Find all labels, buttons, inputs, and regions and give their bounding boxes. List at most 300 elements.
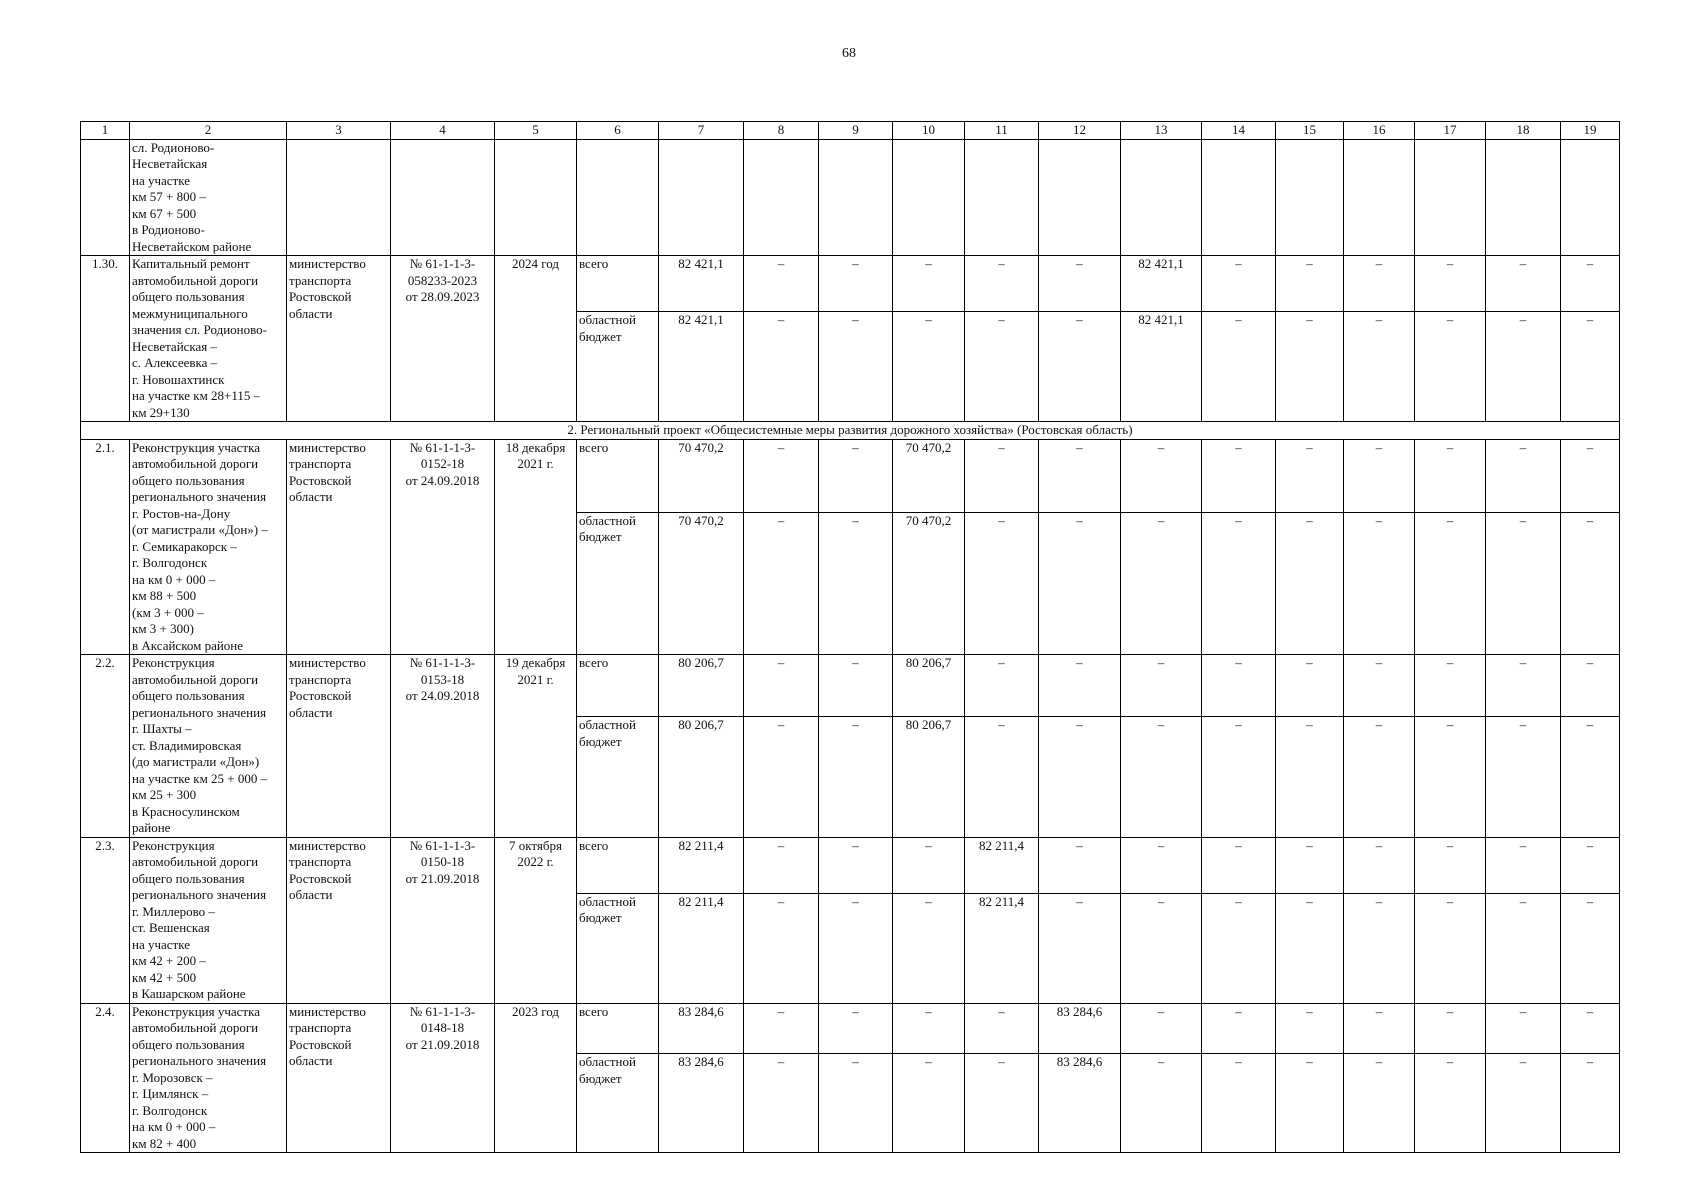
value-cell: –: [1202, 312, 1276, 422]
column-header: 12: [1039, 122, 1121, 140]
value-cell: –: [1486, 1054, 1561, 1153]
value-cell: –: [819, 893, 893, 1003]
empty-cell: [1344, 139, 1415, 256]
text-line: общего пользования: [132, 289, 245, 304]
value-cell: –: [1202, 717, 1276, 838]
text-line: 2022 г.: [517, 854, 554, 869]
value-cell: –: [819, 655, 893, 717]
funding-source-cell: [577, 1003, 659, 1054]
value-cell: –: [1415, 717, 1486, 838]
value-cell: –: [1039, 256, 1121, 312]
value-cell: –: [965, 1003, 1039, 1054]
table-row: [81, 655, 1620, 717]
text-line: г. Морозовск –: [132, 1069, 213, 1085]
value-cell: –: [1415, 439, 1486, 512]
text-line: области: [289, 305, 333, 321]
value-cell: –: [744, 655, 819, 717]
value-cell: –: [893, 1003, 965, 1054]
column-header: 11: [965, 122, 1039, 140]
row-number-cell: 2.2.: [81, 655, 130, 838]
empty-cell: [1276, 139, 1344, 256]
value-cell: –: [1121, 512, 1202, 654]
text-line: бюджет: [579, 328, 622, 344]
deadline-cell: [495, 1003, 577, 1153]
empty-cell: [287, 139, 391, 256]
text-line: Реконструкция участка: [132, 1003, 260, 1019]
object-name-cell: [130, 439, 287, 655]
value-cell: 70 470,2: [893, 512, 965, 654]
value-cell: –: [1202, 512, 1276, 654]
text-line: на участке: [132, 172, 190, 188]
value-cell: –: [1039, 512, 1121, 654]
text-line: областной: [579, 1054, 636, 1070]
text-line: км 3 + 300): [132, 621, 194, 636]
funding-source-cell: [577, 256, 659, 312]
text-line: Реконструкция участка: [132, 439, 260, 455]
text-line: областной: [579, 512, 636, 528]
value-cell: –: [1344, 312, 1415, 422]
column-header: 1: [81, 122, 130, 140]
text-line: бюджет: [579, 1070, 622, 1086]
text-line: областной: [579, 312, 636, 328]
text-line: № 61-1-1-3-: [409, 655, 476, 670]
value-cell: –: [1202, 893, 1276, 1003]
value-cell: –: [965, 256, 1039, 312]
value-cell: –: [1344, 1054, 1415, 1153]
value-cell: –: [1415, 655, 1486, 717]
value-cell: –: [965, 655, 1039, 717]
value-cell: –: [1039, 655, 1121, 717]
value-cell: –: [1486, 312, 1561, 422]
text-line: областной: [579, 893, 636, 909]
funding-source-cell: [577, 893, 659, 1003]
value-cell: –: [1039, 717, 1121, 838]
value-cell: –: [819, 1003, 893, 1054]
text-line: на км 0 + 000 –: [132, 571, 216, 587]
table-body: [81, 122, 1620, 1153]
column-header: 9: [819, 122, 893, 140]
text-line: министерство: [289, 256, 366, 271]
text-line: транспорта: [289, 671, 352, 687]
value-cell: –: [1344, 256, 1415, 312]
value-cell: –: [1202, 1003, 1276, 1054]
organization-cell: [287, 1003, 391, 1153]
empty-cell: [577, 139, 659, 256]
empty-cell: [1561, 139, 1620, 256]
funding-source-cell: [577, 837, 659, 893]
value-cell: –: [1415, 1054, 1486, 1153]
value-cell: 83 284,6: [1039, 1054, 1121, 1153]
empty-cell: [659, 139, 744, 256]
text-line: министерство: [289, 439, 366, 455]
value-cell: –: [744, 512, 819, 654]
value-cell: –: [1276, 655, 1344, 717]
value-cell: –: [893, 893, 965, 1003]
value-cell: –: [819, 1054, 893, 1153]
value-cell: 82 211,4: [659, 837, 744, 893]
funding-source-cell: [577, 439, 659, 512]
value-cell: 82 421,1: [1121, 312, 1202, 422]
value-cell: –: [1561, 512, 1620, 654]
text-line: министерство: [289, 655, 366, 670]
value-cell: 82 421,1: [659, 312, 744, 422]
text-line: км 42 + 200 –: [132, 953, 206, 968]
table-row: [81, 837, 1620, 893]
value-cell: –: [1486, 655, 1561, 717]
text-line: 2021 г.: [517, 671, 554, 687]
object-name-cell: [130, 1003, 287, 1153]
text-line: сл. Родионово-: [132, 139, 215, 155]
funding-source-cell: [577, 312, 659, 422]
text-line: № 61-1-1-3-: [409, 439, 476, 455]
header-row: [81, 122, 1620, 140]
value-cell: –: [965, 717, 1039, 838]
value-cell: –: [1344, 837, 1415, 893]
value-cell: –: [744, 312, 819, 422]
section-row: [81, 422, 1620, 440]
value-cell: –: [1486, 837, 1561, 893]
row-number-cell: 1.30.: [81, 256, 130, 422]
funding-source-cell: [577, 655, 659, 717]
text-line: г. Шахты –: [132, 721, 192, 736]
value-cell: –: [1415, 1003, 1486, 1054]
value-cell: –: [1039, 312, 1121, 422]
document-cell: [391, 439, 495, 655]
value-cell: –: [1276, 717, 1344, 838]
value-cell: –: [744, 1003, 819, 1054]
column-header: 4: [391, 122, 495, 140]
row-number-cell: 2.1.: [81, 439, 130, 655]
text-line: области: [289, 887, 333, 902]
empty-cell: [744, 139, 819, 256]
text-line: г. Новошахтинск: [132, 371, 225, 387]
value-cell: –: [1276, 512, 1344, 654]
value-cell: –: [1486, 893, 1561, 1003]
text-line: г. Цимлянск –: [132, 1086, 209, 1101]
value-cell: –: [1415, 893, 1486, 1003]
value-cell: 70 470,2: [893, 439, 965, 512]
text-line: Несветайская –: [132, 338, 218, 354]
text-line: от 21.09.2018: [405, 870, 480, 886]
value-cell: –: [1344, 893, 1415, 1003]
organization-cell: [287, 439, 391, 655]
text-line: км 82 + 400: [132, 1135, 197, 1151]
text-line: на участке км 28+115 –: [132, 388, 261, 403]
text-line: 2024 год: [512, 256, 559, 271]
column-header: 3: [287, 122, 391, 140]
text-line: Ростовской: [289, 472, 352, 488]
value-cell: –: [1561, 312, 1620, 422]
empty-cell: [1121, 139, 1202, 256]
text-line: области: [289, 489, 333, 504]
text-line: 2021 г.: [517, 456, 554, 471]
text-line: км 88 + 500: [132, 588, 197, 603]
text-line: регионального значения: [132, 1053, 267, 1068]
text-line: № 61-1-1-3-: [409, 837, 476, 853]
text-line: от 28.09.2023: [405, 289, 480, 304]
value-cell: –: [1039, 893, 1121, 1003]
row-number-cell: 2.4.: [81, 1003, 130, 1153]
value-cell: –: [1561, 655, 1620, 717]
value-cell: –: [1121, 717, 1202, 838]
text-line: министерство: [289, 837, 366, 853]
page-number: 68: [842, 46, 856, 61]
value-cell: –: [1039, 439, 1121, 512]
value-cell: 70 470,2: [659, 512, 744, 654]
value-cell: –: [1276, 1054, 1344, 1153]
value-cell: 80 206,7: [893, 655, 965, 717]
text-line: транспорта: [289, 456, 352, 471]
value-cell: –: [1202, 439, 1276, 512]
empty-cell: [1039, 139, 1121, 256]
text-line: автомобильной дороги: [132, 272, 259, 288]
value-cell: –: [1486, 512, 1561, 654]
text-line: автомобильной дороги: [132, 854, 259, 869]
value-cell: 80 206,7: [659, 655, 744, 717]
text-line: Ростовской: [289, 1036, 352, 1052]
value-cell: 80 206,7: [659, 717, 744, 838]
empty-cell: [1486, 139, 1561, 256]
text-line: Капитальный ремонт: [132, 256, 250, 271]
value-cell: –: [744, 1054, 819, 1153]
text-line: (до магистрали «Дон»): [132, 754, 260, 769]
value-cell: –: [1276, 1003, 1344, 1054]
object-name-cell: [130, 655, 287, 838]
value-cell: –: [1121, 1054, 1202, 1153]
text-line: всего: [579, 439, 609, 455]
value-cell: –: [1121, 837, 1202, 893]
text-line: (км 3 + 000 –: [132, 604, 204, 620]
column-header: 16: [1344, 122, 1415, 140]
table-row: [81, 439, 1620, 512]
column-header: 8: [744, 122, 819, 140]
value-cell: –: [1344, 1003, 1415, 1054]
value-cell: –: [1344, 512, 1415, 654]
text-line: № 61-1-1-3-: [409, 256, 476, 271]
column-header: 10: [893, 122, 965, 140]
value-cell: –: [744, 893, 819, 1003]
row-number-cell: 2.3.: [81, 837, 130, 1003]
text-line: всего: [579, 256, 609, 271]
text-line: в Кашарском районе: [132, 986, 246, 1001]
value-cell: –: [819, 717, 893, 838]
organization-cell: [287, 837, 391, 1003]
value-cell: –: [819, 256, 893, 312]
value-cell: –: [1276, 312, 1344, 422]
value-cell: 80 206,7: [893, 717, 965, 838]
value-cell: –: [1486, 717, 1561, 838]
text-line: г. Семикаракорск –: [132, 538, 237, 554]
value-cell: –: [1276, 256, 1344, 312]
table-row: [81, 1003, 1620, 1054]
organization-cell: [287, 256, 391, 422]
value-cell: –: [965, 1054, 1039, 1153]
text-line: на участке: [132, 936, 190, 952]
text-line: транспорта: [289, 1020, 352, 1035]
text-line: Ростовской: [289, 289, 352, 304]
value-cell: –: [1202, 655, 1276, 717]
value-cell: 83 284,6: [659, 1003, 744, 1054]
text-line: бюджет: [579, 733, 622, 749]
value-cell: –: [1344, 439, 1415, 512]
value-cell: 82 211,4: [965, 893, 1039, 1003]
text-line: от 24.09.2018: [405, 688, 480, 703]
value-cell: –: [1561, 893, 1620, 1003]
text-line: Реконструкция: [132, 837, 215, 853]
text-line: с. Алексеевка –: [132, 355, 218, 370]
text-line: в Родионово-: [132, 222, 205, 237]
value-cell: –: [744, 439, 819, 512]
text-line: г. Ростов-на-Дону: [132, 505, 231, 521]
value-cell: –: [1121, 439, 1202, 512]
text-line: области: [289, 704, 333, 720]
funding-source-cell: [577, 1054, 659, 1153]
funding-source-cell: [577, 717, 659, 838]
text-line: 0148-18: [420, 1020, 465, 1035]
deadline-cell: [495, 439, 577, 655]
value-cell: 82 421,1: [659, 256, 744, 312]
text-line: г. Волгодонск: [132, 1102, 208, 1118]
section-title: 2. Региональный проект «Общесистемные меры развития дорожного хозяйства» (Ростовская область): [81, 422, 1620, 440]
text-line: 19 декабря: [505, 655, 566, 670]
column-header: 15: [1276, 122, 1344, 140]
value-cell: –: [1561, 717, 1620, 838]
text-line: на км 0 + 000 –: [132, 1119, 216, 1134]
column-header: 13: [1121, 122, 1202, 140]
text-line: бюджет: [579, 910, 622, 926]
text-line: регионального значения: [132, 887, 267, 902]
funding-source-cell: [577, 512, 659, 654]
value-cell: –: [965, 512, 1039, 654]
value-cell: 83 284,6: [659, 1054, 744, 1153]
text-line: межмуниципального: [132, 305, 248, 321]
value-cell: –: [1561, 256, 1620, 312]
value-cell: –: [1415, 512, 1486, 654]
value-cell: –: [965, 439, 1039, 512]
value-cell: –: [893, 312, 965, 422]
value-cell: –: [1276, 893, 1344, 1003]
deadline-cell: [495, 837, 577, 1003]
text-line: 0152-18: [420, 456, 465, 471]
column-header: 14: [1202, 122, 1276, 140]
text-line: министерство: [289, 1003, 366, 1019]
object-name-cell: [130, 837, 287, 1003]
text-line: в Аксайском районе: [132, 637, 244, 653]
value-cell: –: [1039, 837, 1121, 893]
value-cell: –: [1202, 837, 1276, 893]
text-line: 18 декабря: [505, 439, 566, 455]
value-cell: –: [1561, 1054, 1620, 1153]
text-line: ст. Владимировская: [132, 737, 242, 753]
text-line: км 67 + 500: [132, 205, 197, 221]
value-cell: –: [1121, 655, 1202, 717]
text-line: на участке км 25 + 000 –: [132, 770, 268, 786]
text-line: транспорта: [289, 854, 352, 869]
value-cell: –: [819, 512, 893, 654]
text-line: в Красносулинском: [132, 803, 240, 819]
empty-cell: [495, 139, 577, 256]
text-line: ст. Вешенская: [132, 920, 210, 935]
value-cell: –: [819, 837, 893, 893]
value-cell: –: [1486, 256, 1561, 312]
text-line: общего пользования: [132, 1036, 245, 1052]
value-cell: 70 470,2: [659, 439, 744, 512]
value-cell: –: [1415, 256, 1486, 312]
text-line: области: [289, 1053, 333, 1068]
text-line: 058233-2023: [407, 272, 478, 288]
text-line: 0153-18: [420, 671, 465, 687]
column-header: 5: [495, 122, 577, 140]
column-header: 7: [659, 122, 744, 140]
deadline-cell: [495, 256, 577, 422]
text-line: автомобильной дороги: [132, 1020, 259, 1035]
value-cell: –: [819, 439, 893, 512]
value-cell: –: [893, 1054, 965, 1153]
column-header: 6: [577, 122, 659, 140]
value-cell: –: [819, 312, 893, 422]
text-line: 7 октября: [509, 837, 562, 853]
text-line: районе: [132, 820, 171, 835]
document-cell: [391, 1003, 495, 1153]
value-cell: –: [1276, 439, 1344, 512]
text-line: Реконструкция: [132, 655, 215, 670]
text-line: (от магистрали «Дон») –: [132, 522, 268, 537]
text-line: 2023 год: [512, 1003, 559, 1019]
text-line: общего пользования: [132, 870, 245, 886]
text-line: км 42 + 500: [132, 969, 197, 985]
deadline-cell: [495, 655, 577, 838]
text-line: всего: [579, 1003, 609, 1019]
value-cell: –: [1202, 1054, 1276, 1153]
table-row: [81, 139, 1620, 256]
text-line: бюджет: [579, 529, 622, 545]
value-cell: –: [1202, 256, 1276, 312]
empty-cell: [81, 139, 130, 256]
empty-cell: [1415, 139, 1486, 256]
text-line: км 29+130: [132, 404, 190, 420]
document-cell: [391, 837, 495, 1003]
value-cell: –: [1344, 717, 1415, 838]
column-header: 18: [1486, 122, 1561, 140]
empty-cell: [1202, 139, 1276, 256]
empty-cell: [391, 139, 495, 256]
document-cell: [391, 256, 495, 422]
text-line: г. Миллерово –: [132, 903, 215, 919]
value-cell: 82 211,4: [965, 837, 1039, 893]
column-header: 2: [130, 122, 287, 140]
organization-cell: [287, 655, 391, 838]
empty-cell: [965, 139, 1039, 256]
value-cell: –: [1561, 837, 1620, 893]
value-cell: –: [1486, 1003, 1561, 1054]
text-line: всего: [579, 655, 609, 670]
value-cell: 82 211,4: [659, 893, 744, 1003]
text-line: регионального значения: [132, 489, 267, 504]
text-line: Несветайском районе: [132, 238, 252, 254]
value-cell: –: [1486, 439, 1561, 512]
value-cell: –: [1415, 837, 1486, 893]
text-line: Ростовской: [289, 870, 352, 886]
budget-table: [80, 121, 1620, 1153]
empty-cell: [893, 139, 965, 256]
value-cell: –: [1121, 893, 1202, 1003]
value-cell: –: [893, 256, 965, 312]
text-line: общего пользования: [132, 472, 245, 488]
value-cell: –: [1561, 439, 1620, 512]
value-cell: –: [744, 717, 819, 838]
text-line: 0150-18: [420, 854, 465, 869]
text-line: транспорта: [289, 272, 352, 288]
